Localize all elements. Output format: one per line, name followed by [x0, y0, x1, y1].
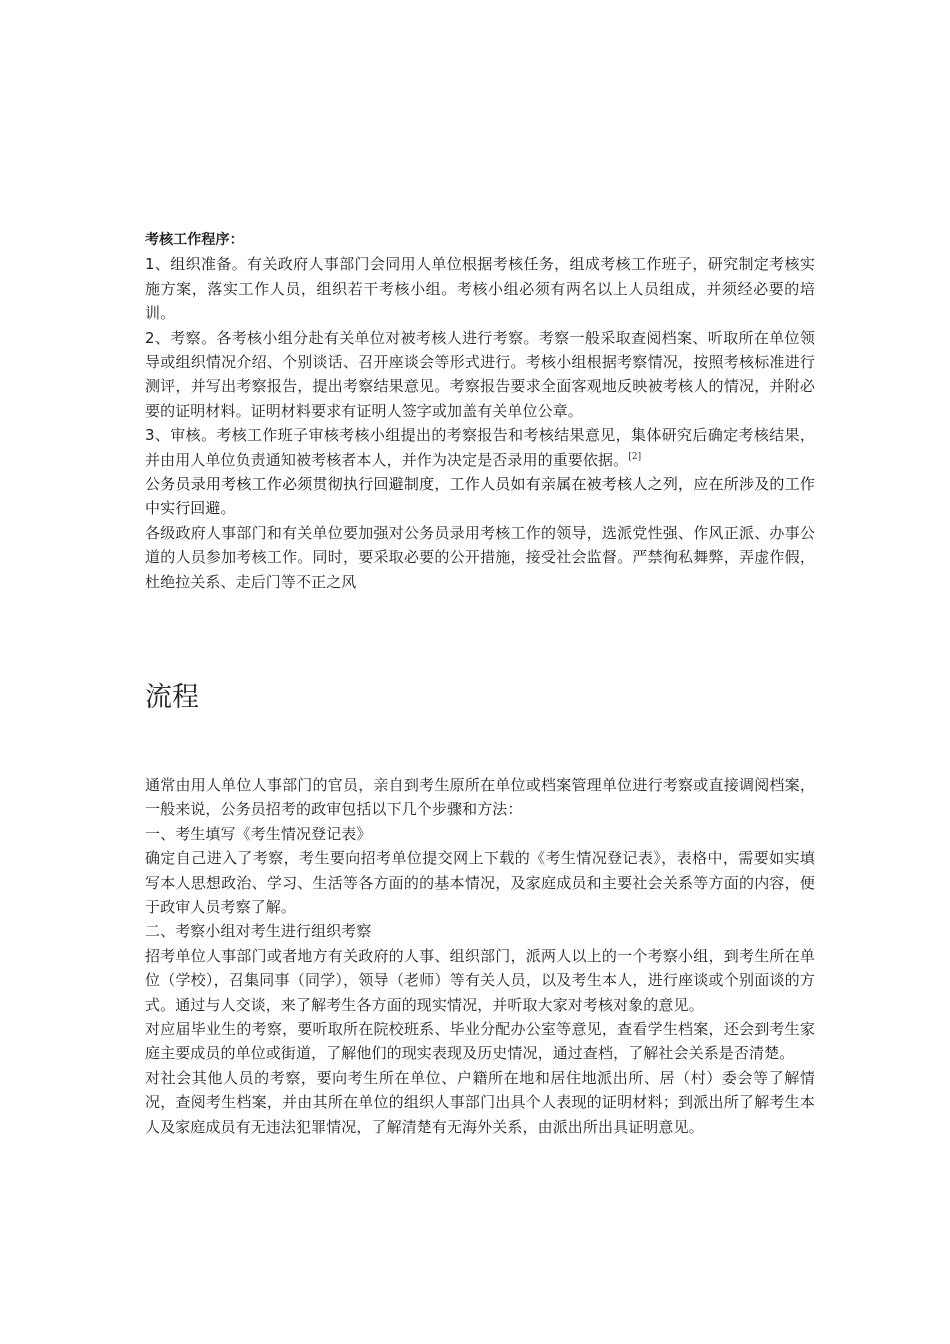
avoidance-paragraph: 公务员录用考核工作必须贯彻执行回避制度，工作人员如有亲属在被考核人之列，应在所涉及的工作中实行回避。	[145, 475, 815, 518]
citation-link[interactable]: [2]	[628, 451, 642, 462]
step-2-number: 2	[145, 328, 155, 347]
process-heading: 流程	[145, 682, 199, 713]
step-1-text: 、组织准备。有关政府人事部门会同用人单位根据考核任务，组成考核工作班子，研究制定考核实施方案，落实工作人员，组织若干考核小组。考核小组必须有两名以上人员组成，并须经必要的培训。	[145, 255, 815, 323]
procedure-step-2	[145, 326, 815, 424]
process-intro: 通常由用人单位人事部门的官员，亲自到考生原所在单位或档案管理单位进行考察或直接调阅档案，一般来说，公务员招考的政审包括以下几个步骤和方法：	[145, 776, 815, 819]
process-step-1-text: 确定自己进入了考察，考生要向招考单位提交网上下载的《考生情况登记表》，表格中，需要如实填写本人思想政治、学习、生活等各方面的的基本情况，及家庭成员和主要社会关系等方面的内容，便于政审人员考察了解。	[145, 849, 815, 917]
graduates-paragraph: 对应届毕业生的考察，要听取所在院校班系、毕业分配办公室等意见，查看学生档案，还会到考生家庭主要成员的单位或街道，了解他们的现实表现及历史情况，通过查档，了解社会关系是否清楚。	[145, 1020, 815, 1063]
supervision-paragraph: 各级政府人事部门和有关单位要加强对公务员录用考核工作的领导，选派党性强、作风正派、办事公道的人员参加考核工作。同时，要采取必要的公开措施，接受社会监督。严禁徇私舞弊，弄虚作假，杜绝拉关系、走后门等不正之风	[145, 523, 815, 591]
step-3-text: 、审核。考核工作班子审核考核小组提出的考察报告和考核结果意见，集体研究后确定考核结果，并由用人单位负责通知被考核者本人，并作为决定是否录用的重要依据。	[145, 426, 815, 469]
process-step-2-text: 招考单位人事部门或者地方有关政府的人事、组织部门，派两人以上的一个考察小组，到考生所在单位（学校），召集同事（同学），领导（老师）等有关人员，以及考生本人，进行座谈或个别面谈的方式。通过与人交谈，来了解考生各方面的现实情况，并听取大家对考核对象的意见。	[145, 946, 815, 1014]
procedure-label: 考核工作程序：	[145, 232, 244, 248]
procedure-step-1	[145, 252, 815, 325]
process-step-1-title: 一、考生填写《考生情况登记表》	[145, 824, 372, 843]
step-1-number: 1	[145, 255, 155, 274]
process-section	[145, 773, 815, 1139]
others-paragraph: 对社会其他人员的考察，要向考生所在单位、户籍所在地和居住地派出所、居（村）委会等了解情况，查阅考生档案，并由其所在单位的组织人事部门出具个人表现的证明材料；到派出所了解考生本人及家庭成员有无违法犯罪情况，了解清楚有无海外关系，由派出所出具证明意见。	[145, 1068, 815, 1136]
procedure-step-3	[145, 423, 815, 472]
step-3-number: 3	[145, 426, 155, 445]
assessment-procedure-section	[145, 227, 815, 594]
procedure-label-line	[145, 227, 815, 252]
step-2-text: 、考察。各考核小组分赴有关单位对被考核人进行考察。考察一般采取查阅档案、听取所在单位领导或组织情况介绍、个别谈话、召开座谈会等形式进行。考核小组根据考察情况，按照考核标准进行测评，并写出考察报告，提出考察结果意见。考察报告要求全面客观地反映被考核人的情况，并附必要的证明材料。证明材料要求有证明人签字或加盖有关单位公章。	[145, 328, 815, 420]
process-step-2-title: 二、考察小组对考生进行组织考察	[145, 922, 372, 941]
